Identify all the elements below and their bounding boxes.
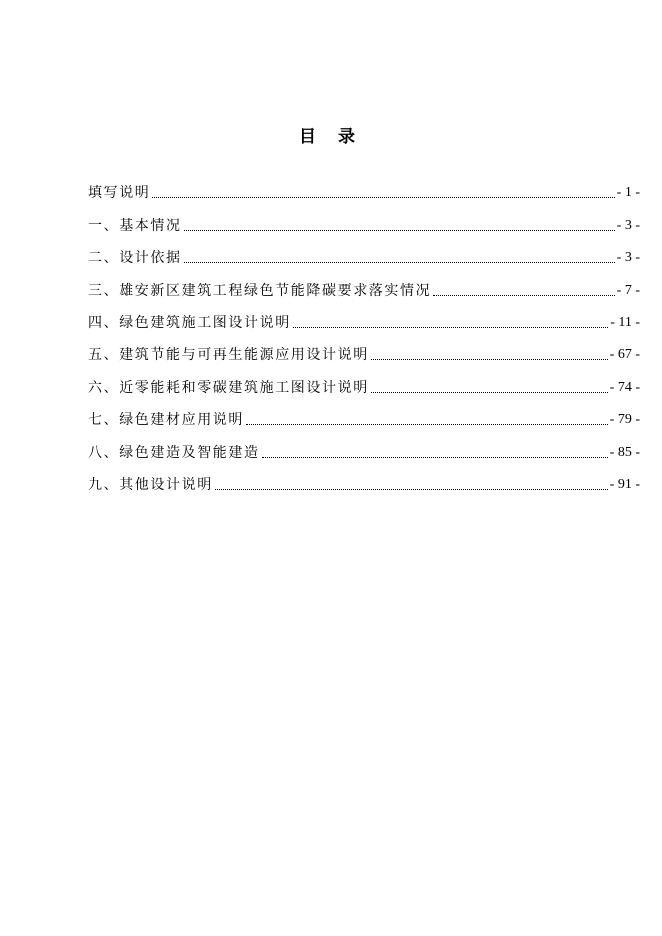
toc-entry-label: 六、近零能耗和零碳建筑施工图设计说明 <box>88 379 369 396</box>
toc-entry[interactable] <box>88 431 640 463</box>
toc-entry[interactable] <box>88 172 640 204</box>
toc-entry-label: 七、绿色建材应用说明 <box>88 412 244 429</box>
toc-leader-dots <box>152 197 614 198</box>
toc-entry-page: - 74 - <box>609 379 640 395</box>
toc-entry-label: 一、基本情况 <box>88 217 182 234</box>
toc-entry-label: 三、雄安新区建筑工程绿色节能降碳要求落实情况 <box>88 282 432 299</box>
toc-entry[interactable] <box>88 366 640 398</box>
toc-entry-label: 二、设计依据 <box>88 250 182 267</box>
toc-list <box>88 172 640 496</box>
toc-entry-page: - 91 - <box>609 476 640 492</box>
toc-leader-dots <box>246 424 608 425</box>
toc-leader-dots <box>184 230 615 231</box>
toc-entry-page: - 85 - <box>609 444 640 460</box>
toc-entry-page: - 7 - <box>616 282 640 298</box>
toc-leader-dots <box>262 457 608 458</box>
toc-entry[interactable] <box>88 334 640 366</box>
toc-leader-dots <box>371 359 608 360</box>
toc-entry[interactable] <box>88 399 640 431</box>
toc-entry-page: - 67 - <box>609 347 640 363</box>
toc-entry-label: 填写说明 <box>88 185 151 202</box>
toc-entry-page: - 79 - <box>609 412 640 428</box>
toc-leader-dots <box>371 392 608 393</box>
toc-entry[interactable] <box>88 269 640 301</box>
toc-entry[interactable] <box>88 237 640 269</box>
toc-leader-dots <box>293 327 608 328</box>
toc-entry-page: - 1 - <box>616 185 640 201</box>
toc-entry-label: 九、其他设计说明 <box>88 476 213 493</box>
toc-leader-dots <box>215 489 608 490</box>
toc-entry-label: 八、绿色建造及智能建造 <box>88 444 260 461</box>
toc-entry[interactable] <box>88 464 640 496</box>
toc-entry[interactable] <box>88 302 640 334</box>
toc-entry-label: 四、绿色建筑施工图设计说明 <box>88 314 291 331</box>
toc-title: 目 录 <box>299 127 363 147</box>
toc-entry-page: - 11 - <box>610 314 640 330</box>
toc-leader-dots <box>184 262 615 263</box>
toc-entry-page: - 3 - <box>616 217 640 233</box>
toc-entry-label: 五、建筑节能与可再生能源应用设计说明 <box>88 347 369 364</box>
toc-entry-page: - 3 - <box>616 250 640 266</box>
toc-leader-dots <box>433 295 614 296</box>
toc-entry[interactable] <box>88 204 640 236</box>
